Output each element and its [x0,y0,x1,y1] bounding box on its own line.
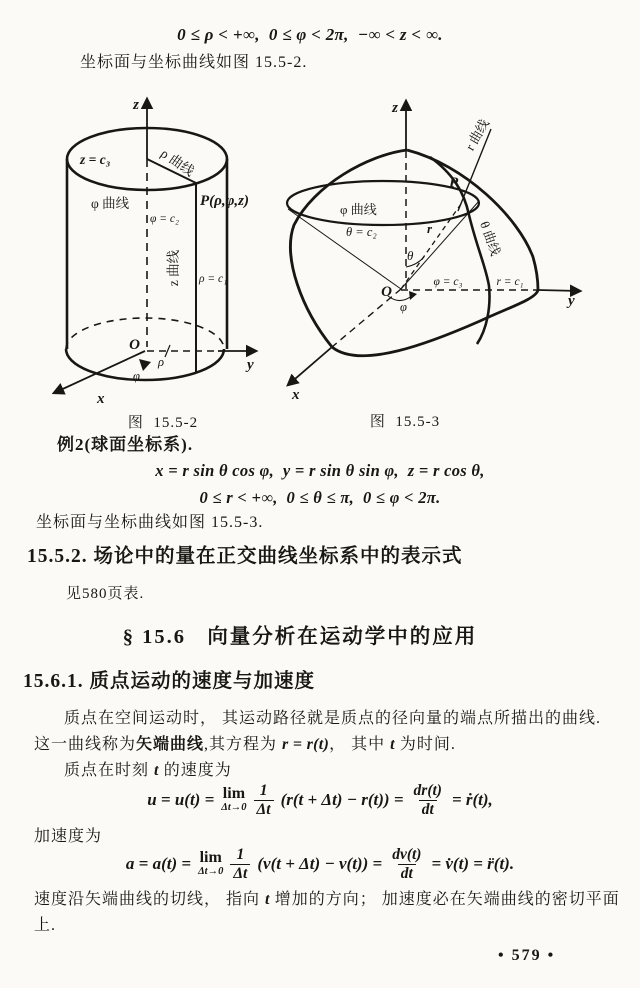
phi-angle-arrow [139,359,151,371]
cylindrical-domain-formula: 0 ≤ ρ < +∞, 0 ≤ φ < 2π, −∞ < z < ∞. [177,25,443,44]
fig2-rho-curve-label: ρ 曲线 [158,145,198,180]
example2-title: 例2(球面坐标系). [57,435,194,454]
fig2-z-c3-label: z = c₃ [80,152,111,167]
fraction-dv-dt [389,846,424,883]
inline-formula-r-of-t: r = r(t) [282,736,330,753]
fig3-z-label: z [392,100,398,116]
limit-operator [221,786,246,814]
cone-edge-left [288,209,401,289]
acceleration-lhs: a = a(t) = [125,854,192,873]
fraction-numerator: dv(t) [392,845,422,863]
velocity-rhs: = ṙ(t), [451,790,493,809]
fig2-x-label: x [97,391,105,407]
accel-intro: 加速度为 [34,828,103,845]
heading-15-5-2: 15.5.2. 场论中的量在正交曲线坐标系中的表示式 [27,546,463,567]
para-motion-line1: 质点在空间运动时， 其运动路径就是质点的径向量的端点所描出的曲线. [64,710,602,727]
fraction-one-over-dt [254,782,274,819]
fig2-phi-curve-label: φ 曲线 [91,196,130,211]
fig2-origin-label: O [129,337,140,353]
figure-spherical-coordinates [280,85,640,420]
fraction-denominator: dt [398,864,416,883]
fig3-x-label: x [292,387,300,403]
x-axis [288,347,332,385]
fig3-theta-c2-label: θ = c₂ [346,225,377,239]
fig3-r-curve-label: r 曲线 [462,116,492,154]
fig2-y-label: y [247,357,254,373]
fig2-z-label: z [133,97,139,113]
line-see-fig3: 坐标面与坐标曲线如图 15.5-3. [36,514,264,531]
fraction-numerator: 1 [259,781,268,799]
acceleration-rhs: = v̇(t) = r̈(t). [431,854,515,873]
text-segment: ， 其中 [329,736,391,753]
fig3-r-label: r [427,221,433,236]
fig2-caption: 图 15.5-2 [127,415,199,431]
heading-15-6: § 15.6 向量分析在运动学中的应用 [122,626,478,648]
fraction-denominator: Δt [254,800,274,819]
fig2-phi-c2-label: φ = c₂ [150,213,179,225]
lim-symbol: lim [199,849,222,867]
text-segment: ,其方程为 [204,736,283,753]
fig2-rho-label: ρ [158,355,164,369]
fig3-point-p-label: P [449,175,459,191]
fig2-point-p-label: P(ρ,φ,z) [200,193,249,209]
text-segment: 质点在时刻 [64,762,155,779]
fig2-z-curve-label: z 曲线 [166,249,181,287]
see-page-580: 见580页表. [66,586,145,602]
fig3-caption: 图 15.5-3 [369,414,441,430]
fig3-y-label: y [568,293,575,309]
var-t: t [154,762,159,779]
line-see-fig2: 坐标面与坐标曲线如图 15.5-2. [80,54,308,71]
fig3-theta-label: θ [407,248,414,263]
text-segment: 为时间. [394,736,456,753]
fraction-numerator: dr(t) [413,781,442,799]
fraction-one-over-dt [230,846,250,883]
page-number: • 579 • [498,947,556,964]
velocity-lhs: u = u(t) = [147,790,215,809]
fraction-numerator: 1 [236,845,245,863]
fig3-phi-label: φ [400,300,407,314]
fraction-denominator: Δt [230,864,250,883]
fraction-denominator: dt [419,800,437,819]
closing-line2: 上. [34,917,57,934]
y-axis [538,290,580,291]
var-t: t [265,891,270,908]
text-segment: 增加的方向； 加速度必在矢端曲线的密切平面 [269,891,620,908]
figure-cylindrical-coordinates [0,85,320,420]
term-vector-end-curve: 矢端曲线 [136,736,205,753]
fig2-phi-label: φ [133,369,140,383]
acceleration-formula [30,843,610,885]
lim-subscript: Δt→0 [198,866,224,878]
dome-right-outline [407,150,538,290]
heading-15-6-1: 15.6.1. 质点运动的速度与加速度 [23,671,316,692]
fig3-r-c1-label: r = c₁ [496,276,524,288]
fig3-phi-c3-label: φ = c₃ [433,276,463,288]
text-segment: 速度沿矢端曲线的切线， 指向 [34,891,266,908]
fig2-rho-c1-label: ρ = c₁ [199,273,228,285]
fig3-origin-label: O [381,284,392,300]
lim-subscript: Δt→0 [221,802,247,814]
limit-operator [198,850,223,878]
cylinder-bottom-back [66,318,224,349]
example2-formula1: x = r sin θ cos φ, y = r sin θ sin φ, z = r cos θ, [155,461,485,480]
fraction-dr-dt [411,782,445,819]
para-velocity-intro [64,761,232,781]
text-segment: 这一曲线称为 [34,736,137,753]
acceleration-difference-term: (v(t + Δt) − v(t)) = [257,854,383,873]
example2-formula2: 0 ≤ r < +∞, 0 ≤ θ ≤ π, 0 ≤ φ < 2π. [199,488,441,507]
velocity-formula [40,779,600,821]
fig3-phi-curve-label: φ 曲线 [340,202,377,217]
var-t: t [390,736,395,753]
lim-symbol: lim [222,785,246,803]
text-segment: 的速度为 [158,762,232,779]
closing-line1 [34,890,620,910]
para-motion-line2 [34,735,456,755]
velocity-difference-term: (r(t + Δt) − r(t)) = [280,790,404,809]
phi-angle-arrow [409,291,417,300]
fig3-theta-curve-label: θ 曲线 [477,219,504,258]
